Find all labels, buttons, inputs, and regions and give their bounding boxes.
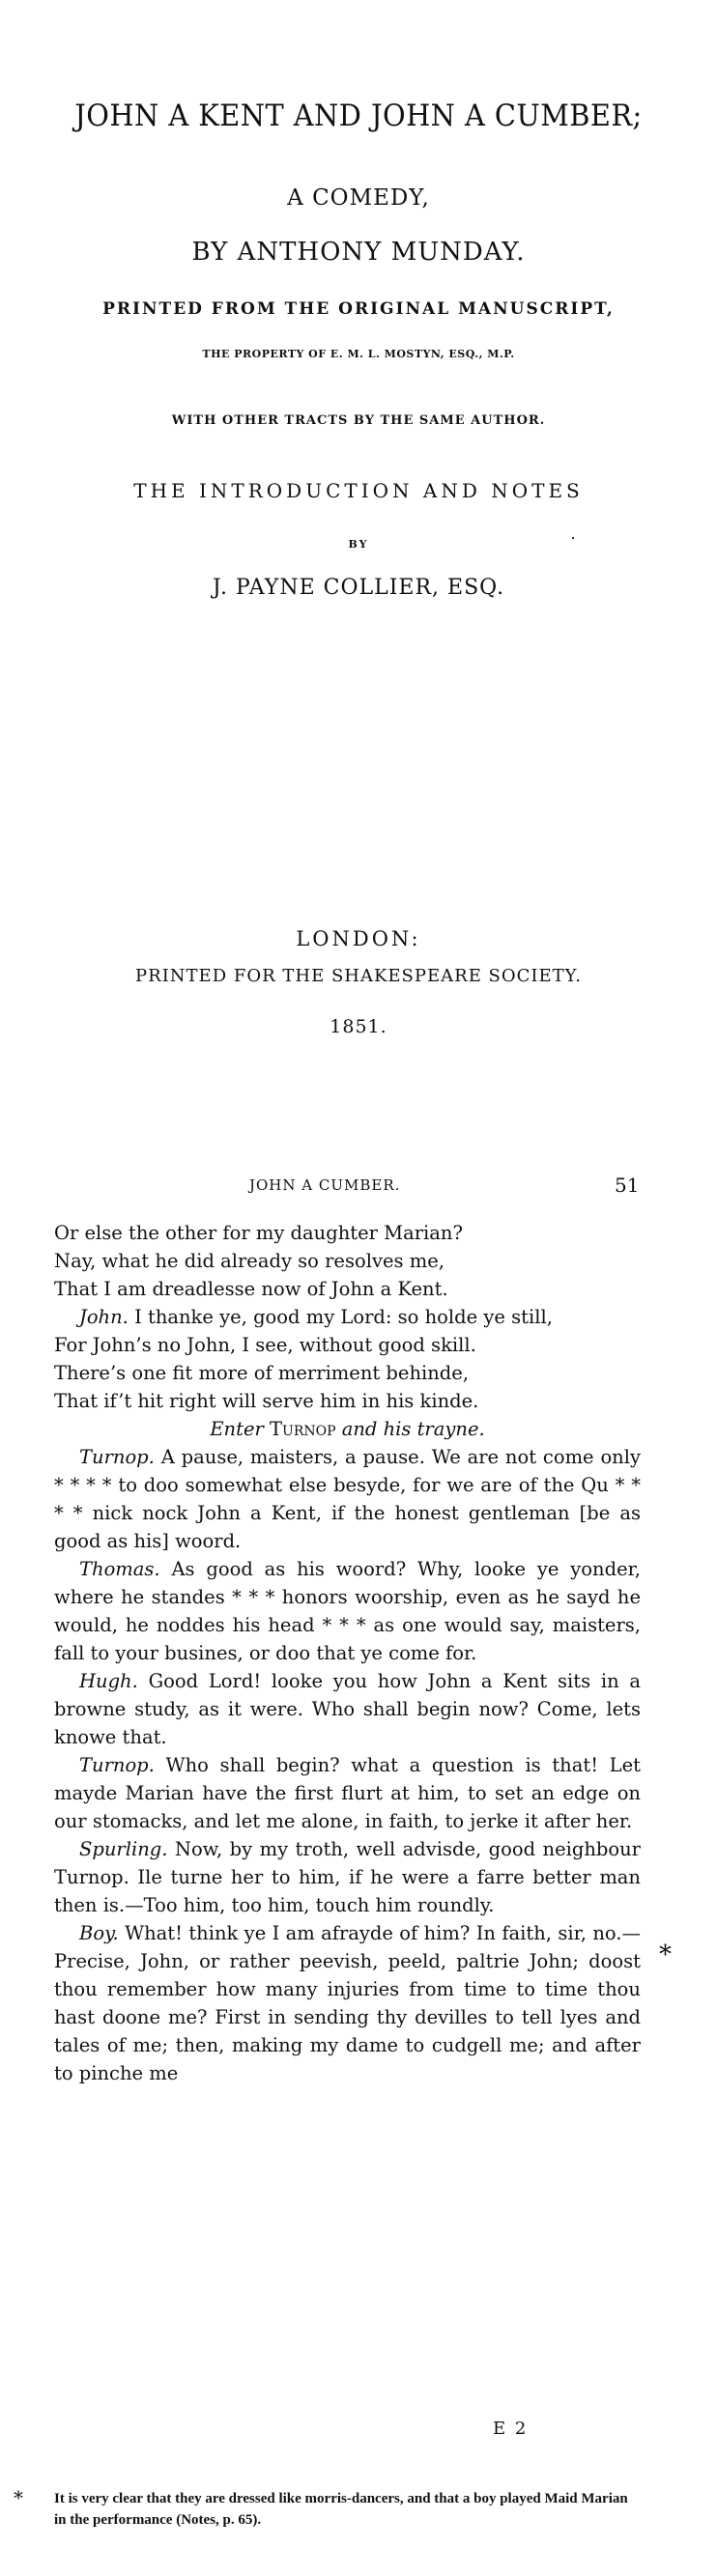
speech-text: Good Lord! looke you how John a Kent sits in a browne study, as it were. Who shall begin now? Come, lets knowe that. — [54, 1670, 641, 1748]
verse-line: There’s one fit more of merriment behinde, — [54, 1362, 470, 1384]
speech-text: What! think ye I am afrayde of him? In faith, sir, no.—Precise, John, or rather peevish, peeld, paltrie John; doost thou remember how many injuries from time to time thou hast doone me? First in sending thy devilles to tell lyes and tales of me; then, making my dame to cudgell me; and after to pinche me — [54, 1922, 641, 2084]
speech-text: Now, by my troth, well advisde, good neighbour Turnop. Ile turne her to him, if he were a farre better man then is.—Too him, too him, touch him roundly. — [54, 1838, 641, 1916]
imprint-year: 1851. — [330, 1016, 387, 1037]
footnote-marker-icon: * — [659, 1940, 672, 1969]
introduction-line: THE INTRODUCTION AND NOTES — [133, 479, 584, 502]
imprint-printer: PRINTED FOR THE SHAKESPEARE SOCIETY. — [135, 966, 582, 986]
editor-line: J. PAYNE COLLIER, ESQ. — [212, 576, 505, 600]
running-head: JOHN A CUMBER. — [249, 1176, 401, 1194]
signature-mark: E 2 — [493, 2419, 529, 2439]
speaker-name: Turnop. — [79, 1446, 155, 1468]
verse-line: Nay, what he did already so resolves me, — [54, 1250, 445, 1272]
speech-paragraph — [54, 1667, 641, 1751]
verse-line: For John’s no John, I see, without good skill. — [54, 1334, 476, 1356]
speech-text: A pause, maisters, a pause. We are not come only * * * * to doo somewhat else besyde, for we are of the Qu * * * * nick nock John a Kent, if the honest gentleman [be as good as his] woord. — [54, 1446, 641, 1552]
speaker-name: Thomas. — [79, 1558, 160, 1580]
by-line: BY — [348, 538, 369, 551]
speech-paragraph — [54, 1751, 641, 1835]
speaker-name: John. — [79, 1306, 129, 1328]
ink-speck — [572, 537, 574, 539]
main-title: JOHN A KENT AND JOHN A CUMBER; — [74, 99, 643, 133]
property-line: THE PROPERTY OF E. M. L. MOSTYN, ESQ., M.P. — [202, 348, 515, 360]
speech-paragraph — [54, 1835, 641, 1919]
speech-paragraph — [54, 1919, 641, 2087]
stage-direction-name: Turnop — [270, 1418, 336, 1440]
other-tracts-line: WITH OTHER TRACTS BY THE SAME AUTHOR. — [171, 413, 546, 428]
footnote-star-icon: * — [14, 2486, 23, 2509]
verse-text: I thanke ye, good my Lord: so holde ye still, — [134, 1306, 553, 1328]
footnote-text: It is very clear that they are dressed like morris-dancers, and that a boy played Maid Marian in the performance (Notes, p. 65). — [54, 2491, 628, 2528]
speech-paragraph — [54, 1443, 641, 1555]
author-line: BY ANTHONY MUNDAY. — [191, 238, 526, 267]
stage-direction-enter: Enter — [210, 1418, 264, 1440]
speech-text: As good as his woord? Why, looke ye yonder, where he standes * * * honors woorship, even as he sayd he would, he noddes his head * * * as one would say, maisters, fall to your busines, or doo that ye come for. — [54, 1558, 642, 1664]
verse-line: That if’t hit right will serve him in his kinde. — [54, 1390, 479, 1412]
speech-text: Who shall begin? what a question is that! Let mayde Marian have the first flurt at him, to set an edge on our stomacks, and let me alone, in faith, to jerke it after her. — [54, 1754, 641, 1832]
stage-direction-rest: and his trayne. — [341, 1418, 485, 1440]
page-header — [0, 1176, 717, 1200]
speaker-name: Boy. — [79, 1922, 119, 1944]
speaker-name: Turnop. — [79, 1754, 155, 1776]
speaker-name: Hugh. — [79, 1670, 138, 1692]
page-number: 51 — [615, 1174, 640, 1197]
play-text — [54, 1219, 641, 2087]
speech-paragraph — [54, 1555, 641, 1667]
subtitle: A COMEDY, — [287, 185, 430, 211]
stage-direction — [54, 1415, 641, 1443]
speaker-name: Spurling. — [79, 1838, 168, 1860]
verse-line — [54, 1303, 641, 1331]
verse-line: That I am dreadlesse now of John a Kent. — [54, 1278, 448, 1300]
printed-from-line: PRINTED FROM THE ORIGINAL MANUSCRIPT, — [102, 299, 615, 319]
imprint-city: LONDON: — [296, 927, 421, 950]
verse-line: Or else the other for my daughter Marian? — [54, 1222, 463, 1244]
